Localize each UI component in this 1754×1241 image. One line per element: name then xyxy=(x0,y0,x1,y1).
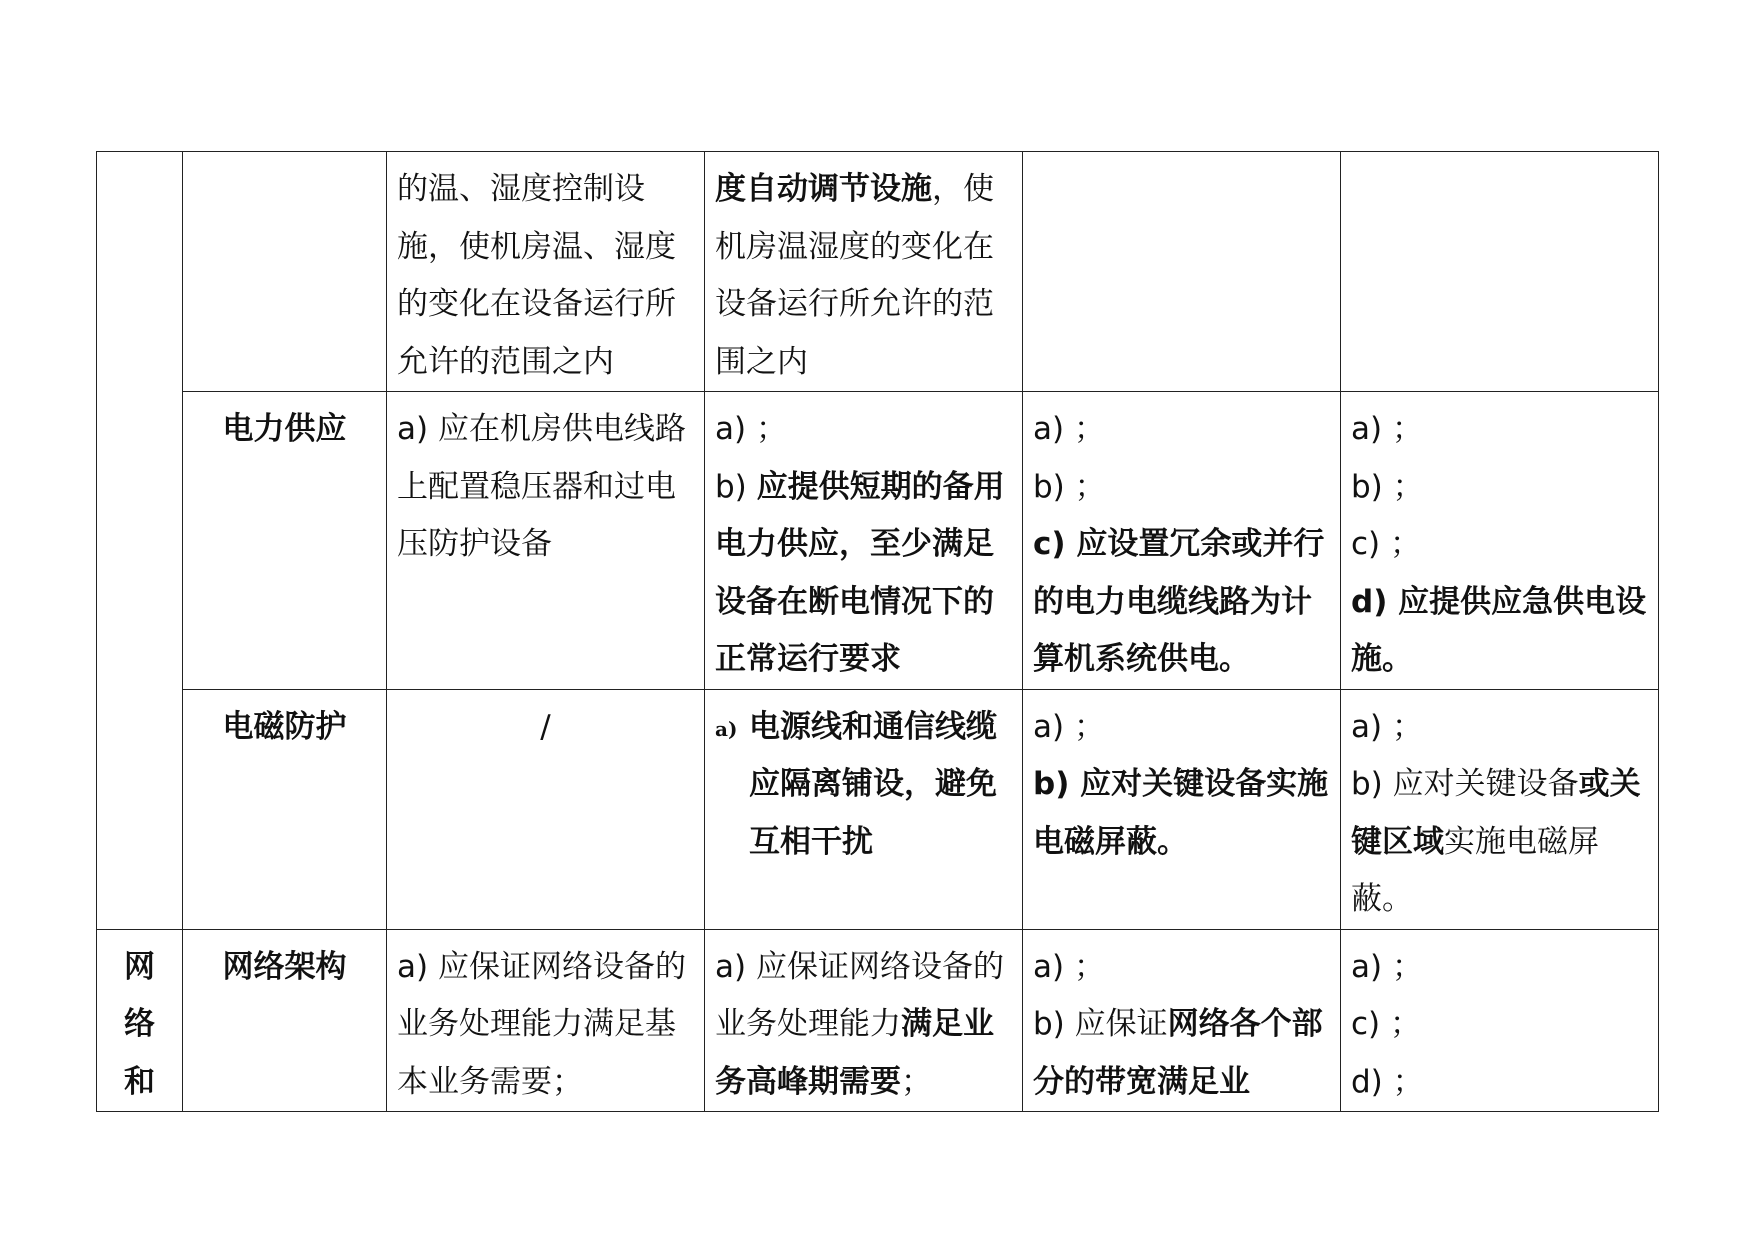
standards-comparison-table xyxy=(96,151,1659,1112)
power-level5-b: b) ； xyxy=(1351,468,1424,505)
item-label-power: 电力供应 xyxy=(183,392,387,690)
cell-humidity-level5 xyxy=(1341,152,1659,392)
cell-power-level5 xyxy=(1341,392,1659,690)
network-level3-bold: 满足业务高峰期需要 xyxy=(715,1006,994,1100)
table-row-network xyxy=(97,929,1659,1112)
network-category-char-3: 和 xyxy=(124,1063,155,1100)
cell-power-base xyxy=(387,392,705,690)
cell-network-base xyxy=(387,929,705,1112)
network-level3-suffix: ； xyxy=(901,1063,932,1100)
power-level3-a: a) ； xyxy=(715,411,787,447)
network-level4-b-bold: 网络各个部分的带宽满足业 xyxy=(1033,1006,1323,1100)
emp-level5-b-bold: 或关键区域 xyxy=(1351,766,1641,860)
power-level5-c: c) ； xyxy=(1351,526,1421,562)
cell-emp-level3 xyxy=(705,689,1023,929)
power-base-text: a) 应在机房供电线路上配置稳压器和过电压防护设备 xyxy=(397,411,686,562)
emp-level5-b-prefix: b) 应对关键设备 xyxy=(1351,766,1579,802)
power-level4-c-bold: c) 应设置冗余或并行的电力电缆线路为计算机系统供电。 xyxy=(1033,526,1325,677)
power-level4-a: a) ； xyxy=(1033,411,1105,447)
table-row-power xyxy=(97,392,1659,690)
category-cell-network xyxy=(97,929,183,1112)
cell-humidity-level4 xyxy=(1023,152,1341,392)
cell-emp-level4 xyxy=(1023,689,1341,929)
table-row-emp xyxy=(97,689,1659,929)
category-cell-physical xyxy=(97,152,183,930)
cell-network-level4 xyxy=(1023,929,1341,1112)
network-category-char-1: 网 xyxy=(124,948,155,985)
emp-level3-bold: 电源线和通信线缆应隔离铺设，避免互相干扰 xyxy=(749,708,997,860)
power-level4-b: b) ； xyxy=(1033,468,1106,505)
power-level3-b-bold: 应提供短期的备用电力供应，至少满足设备在断电情况下的正常运行要求 xyxy=(715,468,1005,677)
network-category-char-2: 络 xyxy=(124,1006,155,1042)
power-level5-a: a) ； xyxy=(1351,411,1423,447)
cell-network-level3 xyxy=(705,929,1023,1112)
power-level5-d-bold: d) 应提供应急供电设施。 xyxy=(1351,583,1647,677)
item-label-emp: 电磁防护 xyxy=(183,689,387,929)
network-level4-a: a) ； xyxy=(1033,948,1105,985)
table-row-humidity xyxy=(97,152,1659,392)
cell-emp-level5 xyxy=(1341,689,1659,929)
network-level5-d: d) ； xyxy=(1351,1063,1424,1100)
emp-level4-a: a) ； xyxy=(1033,708,1105,745)
network-base-text: a) 应保证网络设备的业务处理能力满足基本业务需要； xyxy=(397,948,686,1100)
item-label-network: 网络架构 xyxy=(183,929,387,1112)
network-level5-a: a) ； xyxy=(1351,948,1423,985)
cell-humidity-level3 xyxy=(705,152,1023,392)
network-level3-prefix: a) 应保证网络设备的业务处理能力 xyxy=(715,948,1004,1042)
humidity-level3-bold: 度自动调节设施 xyxy=(715,171,932,207)
humidity-base-text: 的温、湿度控制设施，使机房温、湿度的变化在设备运行所允许的范围之内 xyxy=(397,171,676,380)
item-cell-humidity xyxy=(183,152,387,392)
cell-emp-base: / xyxy=(387,689,705,929)
power-level3-b-prefix: b) xyxy=(715,468,757,505)
emp-level3-marker: a) xyxy=(715,716,738,741)
emp-level5-a: a) ； xyxy=(1351,708,1423,745)
humidity-level3-rest: ，使机房温湿度的变化在设备运行所允许的范围之内 xyxy=(715,171,994,380)
emp-level4-b-bold: b) 应对关键设备实施电磁屏蔽。 xyxy=(1033,766,1329,860)
cell-power-level4 xyxy=(1023,392,1341,690)
cell-network-level5 xyxy=(1341,929,1659,1112)
cell-power-level3 xyxy=(705,392,1023,690)
network-level5-c: c) ； xyxy=(1351,1006,1421,1042)
network-level4-b-prefix: b) 应保证 xyxy=(1033,1006,1168,1042)
cell-humidity-base xyxy=(387,152,705,392)
emp-level5-b-suffix: 实施电磁屏蔽。 xyxy=(1351,823,1599,917)
